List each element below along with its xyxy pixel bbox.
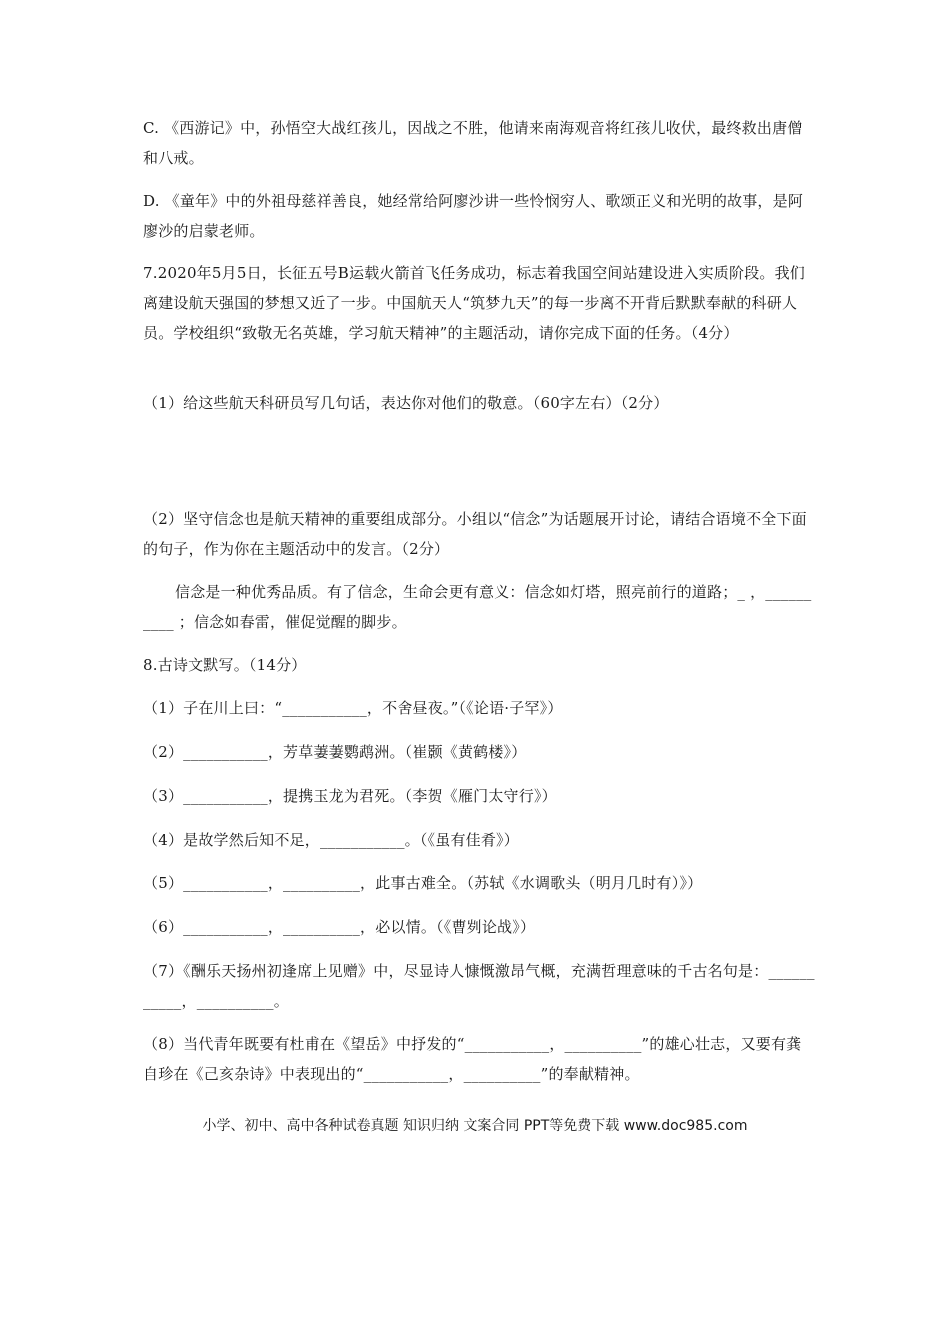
page-footer: 小学、初中、高中各种试卷真题 知识归纳 文案合同 PPT等免费下载 www.doc985.com xyxy=(202,1118,748,1134)
q8-item-1: （1）子在川上曰：“___________，不舍昼夜。”（《论语·子罕》） xyxy=(143,699,563,717)
q7-subquestion-1: （1）给这些航天科研员写几句话，表达你对他们的敬意。（60字左右）（2分） xyxy=(143,394,669,412)
q8-item-6: （6）___________，__________，必以情。（《曹刿论战》） xyxy=(143,918,536,936)
q8-item-2: （2）___________，芳草萋萋鹦鹉洲。（崔颢《黄鹤楼》） xyxy=(143,743,527,761)
q6-option-c: C. 《西游记》中，孙悟空大战红孩儿，因战之不胜，他请来南海观音将红孩儿收伏，最终救出唐僧和八戒。 xyxy=(143,119,803,167)
q7-stem: 7.2020年5月5日，长征五号B运载火箭首飞任务成功，标志着我国空间站建设进入实质阶段。我们离建设航天强国的梦想又近了一步。中国航天人“筑梦九天”的每一步离不开背后默默奉献的科研人员。学校组织“致敬无名英雄，学习航天精神”的主题活动，请你完成下面的任务。（4分） xyxy=(143,264,805,342)
q8-item-3: （3）___________，提携玉龙为君死。（李贺《雁门太守行》） xyxy=(143,787,557,805)
q8-item-4: （4）是故学然后知不足，___________。（《虽有佳肴》） xyxy=(143,831,519,849)
q7-subquestion-2: （2）坚守信念也是航天精神的重要组成部分。小组以“信念”为话题展开讨论，请结合语境不全下面的句子，作为你在主题活动中的发言。（2分） xyxy=(143,510,807,558)
q8-item-7: （7）《酬乐天扬州初逢席上见赠》中，尽显诗人慷慨激昂气概，充满哲理意味的千古名句是：___________，__________。 xyxy=(143,962,815,1010)
q8-stem: 8.古诗文默写。（14分） xyxy=(143,656,307,674)
q8-item-8: （8）当代青年既要有杜甫在《望岳》中抒发的“___________，__________”的雄心壮志，又要有龚自珍在《己亥杂诗》中表现出的“___________，__________”的奉献精神。 xyxy=(143,1035,802,1083)
q8-item-5: （5）___________，__________，此事古难全。（苏轼《水调歌头（明月几时有）》） xyxy=(143,874,703,892)
q7-sentence-to-complete: 信念是一种优秀品质。有了信念，生命会更有意义：信念如灯塔，照亮前行的道路；_ ，__________ ；信念如春雷，催促觉醒的脚步。 xyxy=(143,583,812,631)
q6-option-d: D. 《童年》中的外祖母慈祥善良，她经常给阿廖沙讲一些怜悯穷人、歌颂正义和光明的故事，是阿廖沙的启蒙老师。 xyxy=(143,192,804,240)
